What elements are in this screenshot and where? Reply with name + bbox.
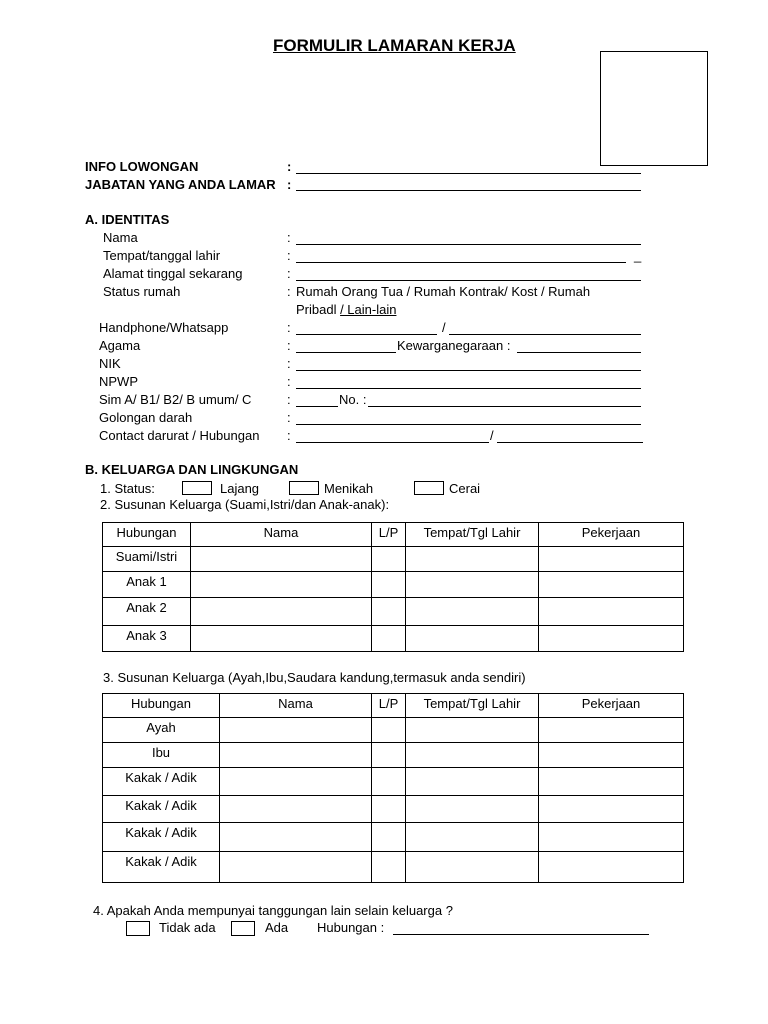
section-b-heading: B. KELUARGA DAN LINGKUNGAN: [85, 462, 299, 477]
table-row: [103, 572, 684, 598]
sim-no-field[interactable]: [368, 406, 641, 407]
kewarganegaraan-label: Kewarganegaraan :: [397, 338, 511, 353]
q4-text: 4. Apakah Anda mempunyai tanggungan lain selain keluarga ?: [93, 903, 453, 918]
lp-cell[interactable]: [372, 852, 406, 883]
table-header-row: [103, 694, 684, 718]
nama-cell[interactable]: [191, 572, 372, 598]
nama-field[interactable]: [296, 244, 641, 245]
nama-cell[interactable]: [191, 598, 372, 626]
family1-title: 2. Susunan Keluarga (Suami,Istri/dan Anak-anak):: [100, 497, 390, 512]
colon: :: [287, 320, 291, 335]
jabatan-colon: :: [287, 177, 292, 192]
npwp-field[interactable]: [296, 388, 641, 389]
lp-cell[interactable]: [372, 796, 406, 823]
row-label: Kakak / Adik: [103, 768, 220, 796]
lp-cell[interactable]: [372, 547, 406, 572]
ttl-cell[interactable]: [406, 718, 539, 743]
table-row: [103, 626, 684, 652]
ttl-cell[interactable]: [406, 547, 539, 572]
npwp-label: NPWP: [99, 374, 138, 389]
colon: :: [287, 428, 291, 443]
nik-label: NIK: [99, 356, 121, 371]
ttl-cell[interactable]: [406, 598, 539, 626]
table-row: [103, 598, 684, 626]
nama-cell[interactable]: [220, 852, 372, 883]
header-lp: L/P: [372, 523, 406, 547]
colon: :: [287, 374, 291, 389]
status-rumah-options-line2[interactable]: [296, 302, 396, 318]
row-label: Ibu: [103, 743, 220, 768]
pekerjaan-cell[interactable]: [539, 547, 684, 572]
nik-field[interactable]: [296, 370, 641, 371]
header-nama: Nama: [191, 523, 372, 547]
tidak-ada-label: Tidak ada: [159, 920, 216, 935]
lajang-label: Lajang: [220, 481, 260, 496]
pekerjaan-cell[interactable]: [539, 796, 684, 823]
ttl-cell[interactable]: [406, 743, 539, 768]
lp-cell[interactable]: [372, 718, 406, 743]
photo-box[interactable]: [600, 51, 708, 166]
nama-cell[interactable]: [220, 796, 372, 823]
row-label: Kakak / Adik: [103, 796, 220, 823]
golongan-darah-field[interactable]: [296, 424, 641, 425]
pekerjaan-cell[interactable]: [539, 572, 684, 598]
pekerjaan-cell[interactable]: [539, 718, 684, 743]
colon: :: [287, 410, 291, 425]
header-pekerjaan: Pekerjaan: [539, 523, 684, 547]
table-row: [103, 852, 684, 883]
pekerjaan-cell[interactable]: [539, 823, 684, 852]
q4-hubungan-field[interactable]: [393, 934, 649, 935]
jabatan-label: JABATAN YANG ANDA LAMAR: [85, 177, 276, 192]
ttl-cell[interactable]: [406, 823, 539, 852]
colon: :: [287, 266, 291, 281]
colon: :: [287, 230, 291, 245]
pekerjaan-cell[interactable]: [539, 852, 684, 883]
ttl-field[interactable]: [296, 262, 626, 263]
sim-type-field[interactable]: [296, 406, 338, 407]
agama-label: Agama: [99, 338, 141, 353]
contact-hubungan-field[interactable]: [497, 442, 643, 443]
table-row: [103, 823, 684, 852]
ttl-cell[interactable]: [406, 852, 539, 883]
nama-label: Nama: [103, 230, 138, 245]
header-pekerjaan: Pekerjaan: [539, 694, 684, 718]
colon: :: [287, 356, 291, 371]
table-row: [103, 796, 684, 823]
status-rumah-pribadi: Pribadl: [296, 302, 341, 317]
row-label: Suami/Istri: [103, 547, 191, 572]
q4-hubungan-label: Hubungan :: [317, 920, 385, 935]
lp-cell[interactable]: [372, 572, 406, 598]
row-label: Kakak / Adik: [103, 852, 220, 883]
row-label: Kakak / Adik: [103, 823, 220, 852]
row-label: Anak 1: [103, 572, 191, 598]
alamat-label: Alamat tinggal sekarang: [103, 266, 243, 281]
ttl-cell[interactable]: [406, 768, 539, 796]
pekerjaan-cell[interactable]: [539, 768, 684, 796]
family1-table: [102, 522, 684, 652]
handphone-sep: /: [442, 320, 446, 335]
lajang-checkbox[interactable]: [182, 481, 212, 495]
table-row: [103, 768, 684, 796]
ada-label: Ada: [265, 920, 289, 935]
handphone-field[interactable]: [296, 334, 437, 335]
family2-table: [102, 693, 684, 883]
colon: :: [287, 338, 291, 353]
ttl-label: Tempat/tanggal lahir: [103, 248, 221, 263]
agama-field[interactable]: [296, 352, 396, 353]
cerai-checkbox[interactable]: [414, 481, 444, 495]
status-rumah-options-line1[interactable]: Rumah Orang Tua / Rumah Kontrak/ Kost / Rumah: [296, 284, 591, 299]
ttl-cell[interactable]: [406, 626, 539, 652]
row-label: Anak 2: [103, 598, 191, 626]
table-row: [103, 718, 684, 743]
menikah-checkbox[interactable]: [289, 481, 319, 495]
nama-cell[interactable]: [220, 768, 372, 796]
colon: :: [287, 284, 291, 299]
pekerjaan-cell[interactable]: [539, 743, 684, 768]
status-rumah-lain: / Lain-lain: [340, 302, 397, 317]
header-ttl: Tempat/Tgl Lahir: [406, 523, 539, 547]
info-lowongan-field[interactable]: [296, 173, 641, 174]
ada-checkbox[interactable]: [231, 921, 255, 936]
pekerjaan-cell[interactable]: [539, 626, 684, 652]
header-hubungan: Hubungan: [103, 523, 191, 547]
cerai-label: Cerai: [449, 481, 481, 496]
pekerjaan-cell[interactable]: [539, 598, 684, 626]
nama-cell[interactable]: [220, 823, 372, 852]
table-header-row: [103, 523, 684, 547]
menikah-label: Menikah: [324, 481, 374, 496]
status-label: 1. Status:: [100, 481, 155, 496]
form-title: FORMULIR LAMARAN KERJA: [273, 36, 516, 55]
section-a-heading: A. IDENTITAS: [85, 212, 170, 227]
row-label: Ayah: [103, 718, 220, 743]
nama-cell[interactable]: [220, 743, 372, 768]
header-hubungan: Hubungan: [103, 694, 220, 718]
header-nama: Nama: [220, 694, 372, 718]
table-row: [103, 547, 684, 572]
status-rumah-label: Status rumah: [103, 284, 181, 299]
sim-no-label: No. :: [339, 392, 367, 407]
lp-cell[interactable]: [372, 626, 406, 652]
header-ttl: Tempat/Tgl Lahir: [406, 694, 539, 718]
contact-sep: /: [490, 428, 494, 443]
table-row: [103, 743, 684, 768]
jabatan-field[interactable]: [296, 190, 641, 191]
nama-cell[interactable]: [191, 626, 372, 652]
ttl-tail: _: [634, 248, 642, 263]
colon: :: [287, 248, 291, 263]
ttl-cell[interactable]: [406, 572, 539, 598]
nama-cell[interactable]: [220, 718, 372, 743]
kewarganegaraan-field[interactable]: [517, 352, 641, 353]
row-label: Anak 3: [103, 626, 191, 652]
family2-title: 3. Susunan Keluarga (Ayah,Ibu,Saudara kandung,termasuk anda sendiri): [103, 670, 526, 685]
header-lp: L/P: [372, 694, 406, 718]
info-lowongan-label: INFO LOWONGAN: [85, 159, 199, 174]
lp-cell[interactable]: [372, 743, 406, 768]
contact-darurat-label: Contact darurat / Hubungan: [99, 428, 260, 443]
whatsapp-field[interactable]: [449, 334, 641, 335]
lp-cell[interactable]: [372, 823, 406, 852]
handphone-label: Handphone/Whatsapp: [99, 320, 229, 335]
sim-label: Sim A/ B1/ B2/ B umum/ C: [99, 392, 252, 407]
contact-darurat-field[interactable]: [296, 442, 489, 443]
colon: :: [287, 392, 291, 407]
info-lowongan-colon: :: [287, 159, 292, 174]
golongan-darah-label: Golongan darah: [99, 410, 193, 425]
alamat-field[interactable]: [296, 280, 641, 281]
lp-cell[interactable]: [372, 598, 406, 626]
ttl-cell[interactable]: [406, 796, 539, 823]
lp-cell[interactable]: [372, 768, 406, 796]
tidak-ada-checkbox[interactable]: [126, 921, 150, 936]
nama-cell[interactable]: [191, 547, 372, 572]
